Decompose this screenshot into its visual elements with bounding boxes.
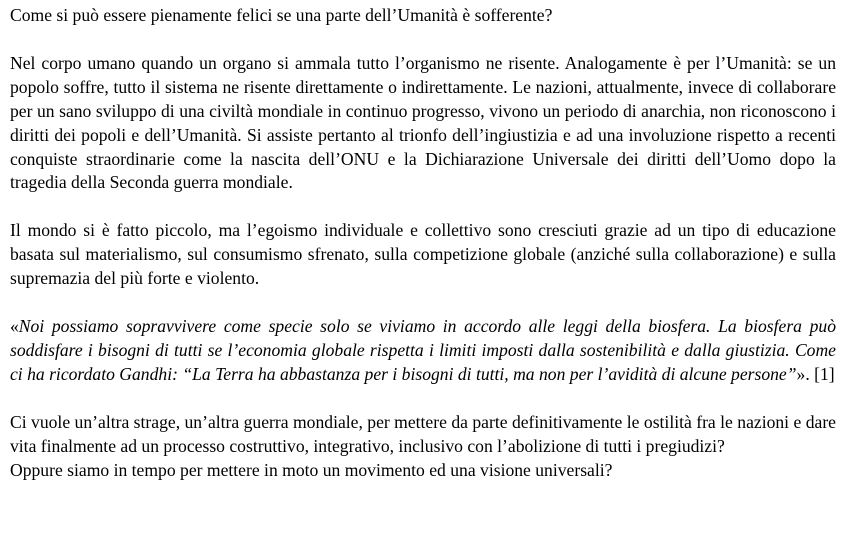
quote-close-mark: ».	[796, 363, 810, 384]
title-question: Come si può essere pienamente felici se una parte dell’Umanità è sofferente?	[10, 5, 553, 25]
quote-paragraph	[10, 315, 836, 387]
quote-text: Noi possiamo sopravvivere come specie solo se viviamo in accordo alle leggi della biosfera. La biosfera può soddisfare i bisogni di tutti se l’economia globale rispetta i limiti imposti dalla sostenibilità e dalla giustizia. Come ci ha ricordato Gandhi: “La Terra ha abbastanza per i bisogni di tutti, ma non per l’avidità di alcune persone”	[10, 316, 836, 384]
paragraph-gap	[10, 195, 836, 219]
paragraph-gap	[10, 387, 836, 411]
paragraph-gap	[10, 28, 836, 52]
paragraph-3: Ci vuole un’altra strage, un’altra guerra mondiale, per mettere da parte definitivamente le ostilità fra le nazioni e dare vita finalmente ad un processo costruttivo, integrativo, inclusivo con l’abolizione di tutti i pregiudizi?	[10, 411, 836, 456]
citation-reference: [1]	[809, 363, 835, 384]
paragraph-gap	[10, 291, 836, 315]
paragraph-1: Nel corpo umano quando un organo si ammala tutto l’organismo ne risente. Analogamente è per l’Umanità: se un popolo soffre, tutto il sistema ne risente direttamente o indirettamente. Le nazioni, attualmente, invece di collaborare per un sano sviluppo di una civiltà mondiale in continuo progresso, vivono un periodo di anarchia, non riconoscono i diritti dei popoli e dell’Umanità. Si assiste pertanto al trionfo dell’ingiustizia e ad una involuzione rispetto a recenti conquiste straordinarie come la nascita dell’ONU e la Dichiarazione Universale dei diritti dell’Uomo dopo la tragedia della Seconda guerra mondiale.	[10, 52, 836, 193]
paragraph-4: Oppure siamo in tempo per mettere in moto un movimento ed una visione universali?	[10, 459, 613, 480]
paragraph-2: Il mondo si è fatto piccolo, ma l’egoismo individuale e collettivo sono cresciuti grazie ad un tipo di educazione basata sul materialismo, sul consumismo sfrenato, sulla competizione globale (anziché sulla collaborazione) e sulla supremazia del più forte e violento.	[10, 220, 836, 289]
quote-open-mark: «	[10, 316, 19, 337]
